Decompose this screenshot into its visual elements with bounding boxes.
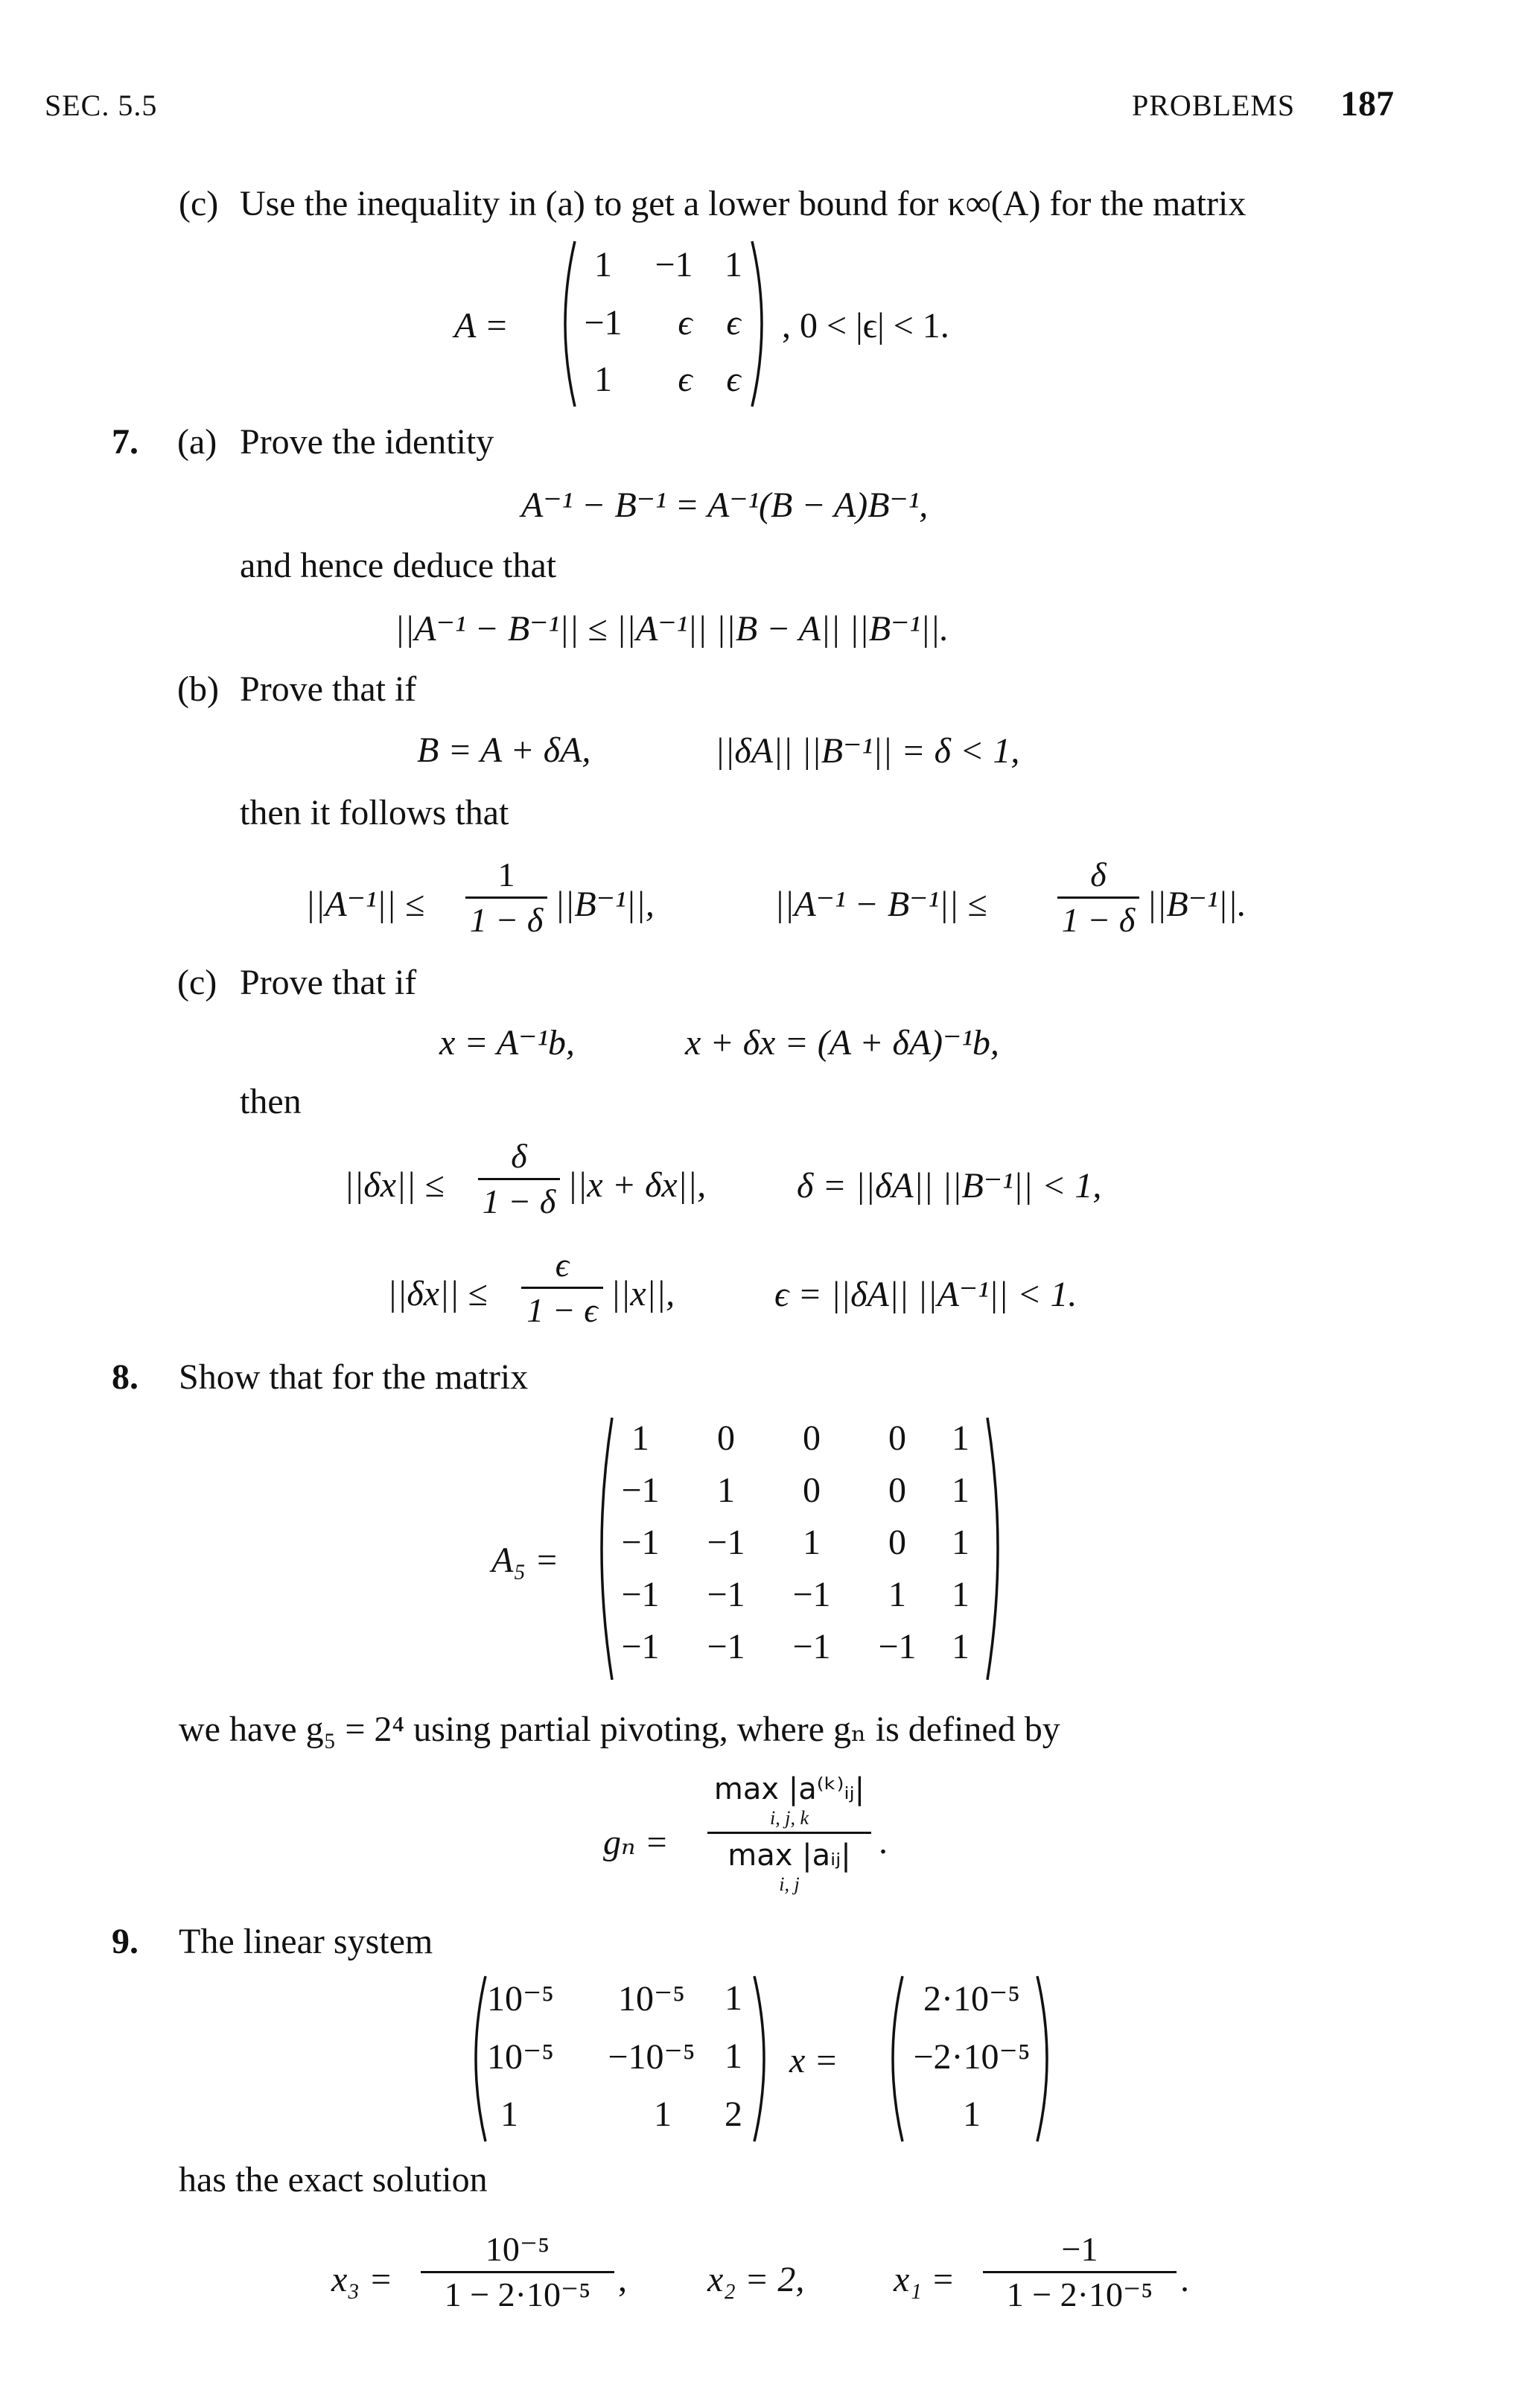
p7-number: 7.: [112, 422, 139, 462]
p7c-res2-left: ||δx|| ≤: [387, 1274, 488, 1313]
matrix-cell: −10⁻⁵: [608, 2037, 695, 2077]
matrix-cell: 1: [654, 2095, 672, 2134]
p7a-label: (a): [177, 422, 217, 462]
p9-x1-end: .: [1180, 2260, 1189, 2299]
p7b-res1-fraction: [465, 856, 547, 939]
p7a-deduce: and hence deduce that: [240, 546, 557, 585]
matrix-cell: 1: [631, 1418, 649, 1458]
p7c-res2-fraction: [521, 1246, 603, 1329]
matrix-cell: 10⁻⁵: [486, 2037, 555, 2077]
matrix-cell: 1: [888, 1575, 906, 1614]
p7b-res2-right: ||B⁻¹||.: [1147, 885, 1247, 924]
matrix-cell: −1: [584, 303, 623, 343]
p7a-text: Prove the identity: [240, 422, 494, 462]
fraction-numerator: 10⁻⁵: [485, 2230, 550, 2268]
matrix-cell: 10⁻⁵: [486, 1979, 555, 2019]
matrix-cell: 1: [952, 1523, 970, 1562]
numerator-subscript: i, j, k: [770, 1807, 809, 1829]
right-paren-icon: [748, 1973, 778, 2144]
matrix-cell: −1: [792, 1575, 831, 1614]
p7c-eq1: x = A⁻¹b,: [439, 1023, 575, 1063]
p8-g-lhs: gₙ =: [603, 1823, 669, 1862]
matrix-cell: −1: [621, 1627, 660, 1666]
p8-g-fraction: [707, 1771, 871, 1895]
p7b-text: Prove that if: [240, 669, 417, 709]
p7b-res2-left: ||A⁻¹ − B⁻¹|| ≤: [774, 885, 987, 924]
p7c-res1-cond: δ = ||δA|| ||B⁻¹|| < 1,: [797, 1166, 1102, 1205]
fraction-numerator: 1: [497, 856, 515, 894]
p9-x3-lhs: x₃ =: [331, 2260, 393, 2299]
p7c-res1-left: ||δx|| ≤: [344, 1165, 445, 1205]
matrix-cell: 1: [952, 1471, 970, 1510]
p7c-res2-cond: ϵ = ||δA|| ||A⁻¹|| < 1.: [774, 1275, 1077, 1314]
p9-matrix: [462, 1973, 774, 2144]
matrix-cell: 1: [594, 245, 612, 284]
fraction-bar: [478, 1178, 560, 1180]
vector-cell: −2·10⁻⁵: [913, 2037, 1031, 2077]
matrix-cell: ϵ: [678, 360, 693, 399]
fraction-numerator: ϵ: [555, 1246, 570, 1284]
right-paren-icon: [981, 1415, 1011, 1683]
matrix-cell: −1: [621, 1575, 660, 1614]
p9-number: 9.: [112, 1922, 139, 1961]
p9-x1-lhs: x₁ =: [894, 2260, 955, 2299]
vector-cell: 2·10⁻⁵: [923, 1979, 1021, 2019]
p7b-res2-fraction: [1057, 856, 1139, 939]
matrix-cell: 2: [725, 2095, 742, 2134]
p6c-lhs: A =: [454, 306, 509, 345]
matrix-cell: 0: [888, 1418, 906, 1458]
fraction-bar: [465, 896, 547, 899]
fraction-denominator: 1 − δ: [1061, 901, 1136, 939]
fraction-bar: [521, 1287, 603, 1289]
p6c-label: (c): [179, 184, 219, 223]
matrix-cell: 1: [594, 360, 612, 399]
p6c-condition: , 0 < |ϵ| < 1.: [782, 306, 949, 345]
p7b-res1-right: ||B⁻¹||,: [555, 885, 655, 924]
matrix-cell: 1: [500, 2095, 518, 2134]
matrix-cell: 0: [717, 1418, 735, 1458]
vector-cell: 1: [963, 2095, 981, 2134]
fraction-denominator: 1 − 2·10⁻⁵: [444, 2275, 591, 2313]
matrix-cell: −1: [792, 1627, 831, 1666]
p7c-res1-fraction: [478, 1138, 560, 1220]
fraction-bar: [707, 1832, 871, 1834]
denominator-subscript: i, j: [779, 1873, 800, 1895]
p8-text: Show that for the matrix: [179, 1357, 529, 1397]
fraction-denominator: 1 − 2·10⁻⁵: [1006, 2275, 1153, 2313]
fraction-bar: [983, 2271, 1177, 2273]
p6c-text: Use the inequality in (a) to get a lower bound for κ∞(A) for the matrix: [240, 184, 1247, 223]
matrix-cell: ϵ: [726, 303, 741, 343]
p9-text2: has the exact solution: [179, 2160, 488, 2200]
running-title: PROBLEMS: [1132, 89, 1296, 122]
p8-lhs: A₅ =: [491, 1541, 559, 1580]
section-label: SEC. 5.5: [45, 89, 158, 122]
p8-text2: we have g₅ = 2⁴ using partial pivoting, where gₙ is defined by: [179, 1710, 1060, 1749]
matrix-cell: −1: [655, 245, 693, 284]
p7c-text: Prove that if: [240, 963, 417, 1002]
p9-rhs-vector: [879, 1973, 1057, 2144]
matrix-cell: 1: [725, 2036, 742, 2076]
matrix-cell: 0: [888, 1471, 906, 1510]
fraction-bar: [421, 2271, 614, 2273]
fraction-bar: [1057, 896, 1139, 899]
fraction-numerator: δ: [511, 1137, 527, 1175]
p7b-label: (b): [177, 669, 219, 709]
fraction-denominator: max |aᵢⱼ|: [728, 1838, 851, 1873]
fraction-numerator: max |a⁽ᵏ⁾ᵢⱼ|: [713, 1772, 865, 1806]
matrix-cell: 0: [888, 1523, 906, 1562]
p7c-eq2: x + δx = (A + δA)⁻¹b,: [685, 1023, 999, 1063]
matrix-cell: −1: [707, 1627, 745, 1666]
matrix-cell: 1: [952, 1627, 970, 1666]
p7b-res1-left: ||A⁻¹|| ≤: [305, 885, 425, 924]
page-number: 187: [1340, 84, 1394, 124]
matrix-cell: 1: [952, 1418, 970, 1458]
matrix-cell: 1: [803, 1523, 821, 1562]
p7b-then: then it follows that: [240, 793, 509, 832]
p7b-eq2: ||δA|| ||B⁻¹|| = δ < 1,: [715, 731, 1020, 771]
matrix-cell: −1: [878, 1627, 917, 1666]
matrix-cell: 10⁻⁵: [617, 1979, 686, 2019]
p7a-identity: A⁻¹ − B⁻¹ = A⁻¹(B − A)B⁻¹,: [521, 485, 929, 525]
p7b-eq1: B = A + δA,: [417, 730, 591, 770]
p7c-then: then: [240, 1082, 302, 1121]
matrix-cell: 1: [725, 245, 742, 284]
p9-x2: x₂ = 2,: [707, 2260, 805, 2299]
p9-x3-fraction: [421, 2231, 614, 2313]
fraction-denominator: 1 − δ: [469, 901, 544, 939]
p7c-res1-right: ||x + δx||,: [567, 1165, 707, 1205]
matrix-cell: ϵ: [726, 360, 741, 399]
p8-matrix: [588, 1415, 1005, 1683]
p7c-label: (c): [177, 963, 217, 1002]
fraction-denominator: 1 − ϵ: [526, 1291, 598, 1329]
fraction-denominator: 1 − δ: [482, 1182, 556, 1220]
matrix-cell: −1: [621, 1523, 660, 1562]
p9-x3-end: ,: [618, 2260, 627, 2299]
matrix-cell: 0: [803, 1418, 821, 1458]
p6c-matrix: [551, 238, 774, 410]
p9-x1-fraction: [983, 2231, 1177, 2313]
matrix-cell: 0: [803, 1471, 821, 1510]
matrix-cell: 1: [717, 1471, 735, 1510]
matrix-cell: 1: [952, 1575, 970, 1614]
p9-text: The linear system: [179, 1922, 433, 1961]
matrix-cell: −1: [707, 1523, 745, 1562]
matrix-cell: −1: [707, 1575, 745, 1614]
fraction-numerator: −1: [1061, 2230, 1098, 2268]
p7c-res2-right: ||x||,: [611, 1274, 675, 1313]
p8-number: 8.: [112, 1357, 139, 1397]
p7a-norm-ineq: ||A⁻¹ − B⁻¹|| ≤ ||A⁻¹|| ||B − A|| ||B⁻¹||.: [395, 609, 949, 649]
matrix-cell: ϵ: [678, 303, 693, 343]
matrix-cell: 1: [725, 1978, 742, 2018]
p8-g-end: .: [879, 1822, 888, 1861]
p9-mid: x =: [789, 2041, 838, 2080]
matrix-cell: −1: [621, 1471, 660, 1510]
fraction-numerator: δ: [1090, 856, 1107, 894]
